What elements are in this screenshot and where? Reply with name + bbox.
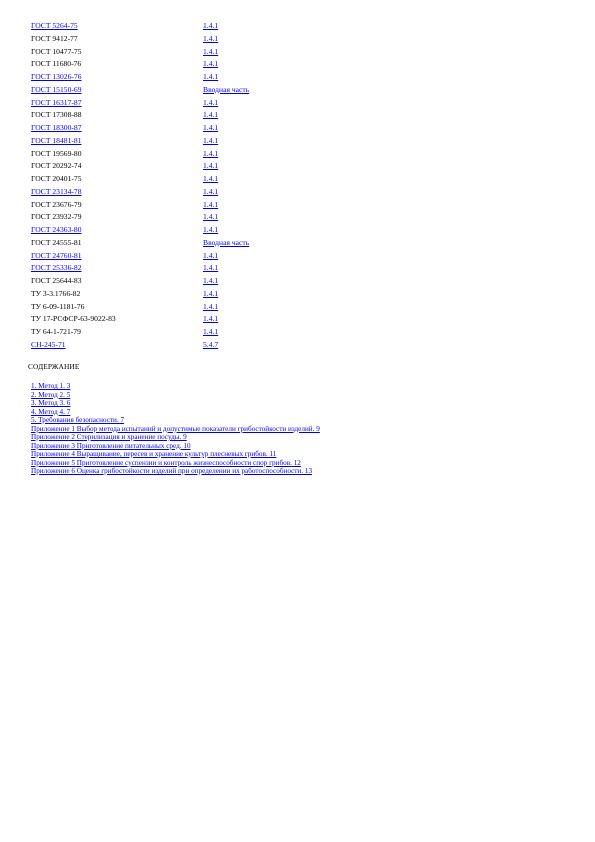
doc-cell <box>31 58 203 71</box>
table-row <box>31 71 249 84</box>
doc-link[interactable]: ГОСТ 16317-87 <box>31 97 82 107</box>
doc-cell <box>31 173 203 186</box>
clause-link[interactable]: 1.4.1 <box>203 110 219 120</box>
clause-cell <box>203 148 249 161</box>
clause-cell <box>203 186 249 199</box>
doc-cell <box>31 160 203 173</box>
doc-label: ТУ 3-3.1766-82 <box>31 288 81 298</box>
toc-link[interactable]: 2. Метод 2. 5 <box>31 390 71 399</box>
clause-cell <box>203 288 249 301</box>
doc-label: ТУ 64-1-721-79 <box>31 327 81 336</box>
clause-link[interactable]: Вводная часть <box>203 84 250 94</box>
toc-item <box>31 425 320 434</box>
clause-cell <box>203 275 249 288</box>
doc-link[interactable]: ГОСТ 15150-69 <box>31 84 82 94</box>
clause-cell <box>203 199 249 212</box>
toc-item <box>31 433 320 442</box>
clause-cell <box>203 339 249 352</box>
doc-label: ГОСТ 11680-76 <box>31 59 82 69</box>
toc-link[interactable]: Приложение 6 Оценка грибостойкости изделий при определении их работоспособности. 13 <box>31 467 313 475</box>
toc-link[interactable]: 4. Метод 4. 7 <box>31 407 71 416</box>
clause-cell <box>203 262 249 275</box>
doc-link[interactable]: ГОСТ 25336-82 <box>31 263 82 273</box>
clause-cell <box>203 326 249 339</box>
toc-link[interactable]: Приложение 3 Приготовление питательных сред. 10 <box>31 441 191 450</box>
doc-cell <box>31 20 203 33</box>
clause-link[interactable]: 1.4.1 <box>203 148 219 158</box>
table-row <box>31 173 249 186</box>
clause-cell <box>203 33 249 46</box>
clause-cell <box>203 160 249 173</box>
doc-cell <box>31 250 203 263</box>
clause-link[interactable]: 1.4.1 <box>203 225 219 234</box>
clause-link[interactable]: 1.4.1 <box>203 186 219 196</box>
doc-link[interactable]: ГОСТ 23134-78 <box>31 186 82 196</box>
doc-label: ГОСТ 10477-75 <box>31 46 82 56</box>
clause-link[interactable]: 1.4.1 <box>203 97 219 107</box>
table-row <box>31 46 249 59</box>
clause-cell <box>203 301 249 314</box>
clause-cell <box>203 46 249 59</box>
doc-label: ГОСТ 25644-83 <box>31 276 82 285</box>
doc-cell <box>31 211 203 224</box>
doc-label: ГОСТ 20292-74 <box>31 161 82 171</box>
clause-cell <box>203 173 249 186</box>
clause-link[interactable]: 1.4.1 <box>203 135 219 145</box>
table-row <box>31 313 249 326</box>
doc-label: ГОСТ 23676-79 <box>31 199 82 209</box>
doc-link[interactable]: ГОСТ 24363-80 <box>31 225 82 234</box>
doc-label: ТУ 17-РСФСР-63-9022-83 <box>31 314 116 324</box>
toc-item <box>31 382 320 391</box>
toc-item <box>31 450 320 459</box>
doc-label: ГОСТ 19569-80 <box>31 148 82 158</box>
clause-cell <box>203 135 249 148</box>
clause-link[interactable]: Вводная часть <box>203 237 250 247</box>
clause-cell <box>203 58 249 71</box>
doc-label: ГОСТ 20401-75 <box>31 174 82 183</box>
doc-link[interactable]: ГОСТ 24760-81 <box>31 250 82 260</box>
table-row <box>31 109 249 122</box>
table-row <box>31 97 249 110</box>
clause-cell <box>203 211 249 224</box>
clause-link[interactable]: 1.4.1 <box>203 72 219 81</box>
doc-cell <box>31 262 203 275</box>
doc-label: ТУ 6-09-1181-76 <box>31 301 85 311</box>
doc-cell <box>31 46 203 59</box>
toc-link[interactable]: 1. Метод 1. 3 <box>31 382 71 390</box>
doc-cell <box>31 186 203 199</box>
table-row <box>31 199 249 212</box>
doc-cell <box>31 199 203 212</box>
doc-cell <box>31 313 203 326</box>
clause-link[interactable]: 5.4.7 <box>203 339 219 349</box>
table-row <box>31 186 249 199</box>
doc-link[interactable]: ГОСТ 18481-81 <box>31 135 82 145</box>
doc-cell <box>31 224 203 237</box>
table-row <box>31 339 249 352</box>
clause-link[interactable]: 1.4.1 <box>203 21 219 30</box>
clause-link[interactable]: 1.4.1 <box>203 212 219 222</box>
clause-cell <box>203 84 249 97</box>
table-row <box>31 148 249 161</box>
reference-table-body <box>31 20 249 352</box>
doc-link[interactable]: ГОСТ 18300-87 <box>31 123 82 132</box>
toc-item <box>31 399 320 408</box>
toc-link[interactable]: Приложение 1 Выбор метода испытаний и допустимые показатели грибостойкости изделий. 9 <box>31 424 320 433</box>
table-row <box>31 58 249 71</box>
toc-link[interactable]: 3. Метод 3. 6 <box>31 399 71 407</box>
toc-item <box>31 408 320 417</box>
clause-cell <box>203 250 249 263</box>
doc-cell <box>31 71 203 84</box>
clause-link[interactable]: 1.4.1 <box>203 250 219 260</box>
clause-link[interactable]: 1.4.1 <box>203 327 219 336</box>
toc-link[interactable]: Приложение 2 Стерилизация и хранение посуды. 9 <box>31 433 187 441</box>
doc-label: ГОСТ 24555-81 <box>31 237 82 247</box>
doc-cell <box>31 326 203 339</box>
clause-link[interactable]: 1.4.1 <box>203 123 219 132</box>
reference-documents-table <box>31 20 249 352</box>
doc-link[interactable]: СН-245-71 <box>31 339 66 349</box>
toc-item <box>31 459 320 468</box>
clause-cell <box>203 20 249 33</box>
table-row <box>31 237 249 250</box>
clause-cell <box>203 109 249 122</box>
doc-cell <box>31 339 203 352</box>
doc-cell <box>31 275 203 288</box>
table-row <box>31 211 249 224</box>
doc-cell <box>31 237 203 250</box>
table-row <box>31 135 249 148</box>
doc-cell <box>31 97 203 110</box>
doc-cell <box>31 301 203 314</box>
table-row <box>31 33 249 46</box>
clause-link[interactable]: 1.4.1 <box>203 263 219 273</box>
clause-link[interactable]: 1.4.1 <box>203 46 219 56</box>
clause-link[interactable]: 1.4.1 <box>203 199 219 209</box>
doc-label: ГОСТ 23932-79 <box>31 212 82 222</box>
toc-item <box>31 391 320 400</box>
doc-label: ГОСТ 17308-88 <box>31 110 82 120</box>
clause-cell <box>203 313 249 326</box>
table-row <box>31 326 249 339</box>
doc-cell <box>31 84 203 97</box>
doc-link[interactable]: ГОСТ 13026-76 <box>31 72 82 81</box>
clause-link[interactable]: 1.4.1 <box>203 174 219 183</box>
clause-link[interactable]: 1.4.1 <box>203 301 219 311</box>
clause-link[interactable]: 1.4.1 <box>203 59 219 69</box>
doc-label: ГОСТ 9412-77 <box>31 33 78 43</box>
table-row <box>31 122 249 135</box>
table-row <box>31 250 249 263</box>
table-row <box>31 288 249 301</box>
clause-link[interactable]: 1.4.1 <box>203 33 219 43</box>
table-row <box>31 262 249 275</box>
doc-cell <box>31 148 203 161</box>
table-row <box>31 301 249 314</box>
clause-link[interactable]: 1.4.1 <box>203 161 219 171</box>
clause-cell <box>203 122 249 135</box>
doc-link[interactable]: ГОСТ 5264-75 <box>31 21 78 30</box>
doc-cell <box>31 109 203 122</box>
doc-cell <box>31 288 203 301</box>
doc-cell <box>31 33 203 46</box>
clause-link[interactable]: 1.4.1 <box>203 314 219 324</box>
toc-link[interactable]: 5. Требования безопасности. 7 <box>31 416 125 424</box>
table-row <box>31 275 249 288</box>
doc-cell <box>31 122 203 135</box>
table-row <box>31 160 249 173</box>
clause-cell <box>203 71 249 84</box>
table-row <box>31 84 249 97</box>
table-of-contents <box>31 382 320 476</box>
table-row <box>31 20 249 33</box>
clause-cell <box>203 237 249 250</box>
contents-heading: СОДЕРЖАНИЕ <box>28 362 80 371</box>
toc-item <box>31 416 320 425</box>
toc-link[interactable]: Приложение 5 Приготовление суспензии и контроль жизнеспособности спор грибов. 12 <box>31 458 301 467</box>
toc-link[interactable]: Приложение 4 Выращивание, пересев и хранение культур плесневых грибов. 11 <box>31 450 277 458</box>
toc-item <box>31 442 320 451</box>
clause-cell <box>203 97 249 110</box>
table-row <box>31 224 249 237</box>
clause-link[interactable]: 1.4.1 <box>203 288 219 298</box>
clause-link[interactable]: 1.4.1 <box>203 276 219 285</box>
doc-cell <box>31 135 203 148</box>
clause-cell <box>203 224 249 237</box>
toc-item <box>31 467 320 476</box>
